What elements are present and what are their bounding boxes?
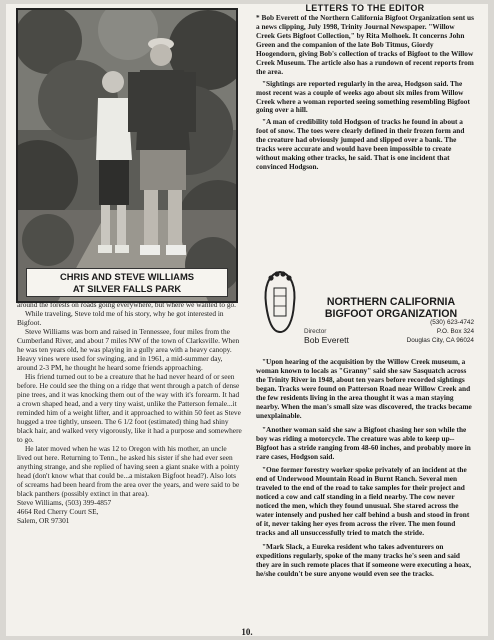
paragraph: around the forests on roads going everywhere, but where we wanted to go. [17,300,237,309]
paragraph: "Sightings are reported regularly in the area, Hodgson said. The most recent was a couple of weeks ago about six miles from Willow Creek where a woman reported seeing something resembling Bigfoot going over a hill. [256,78,470,115]
article-right-column-continued [256,358,474,584]
article-left-column [17,300,243,525]
address-line: Steve Williams, (503) 399-4857 [17,498,112,508]
letters-to-editor-section [256,4,474,175]
org-letterhead [256,262,474,358]
paragraph: Steve Williams was born and raised in Tennessee, four miles from the Cumberland River, and about 7 miles NW of the town of Clarksville. When he was ten years old, he was playing in a gully area with a heavy canopy. Heavy vines were used for swinging, and in 1961, a mid-summer day, around 2-3 PM, he thought he heard some friends approaching. [17,327,240,373]
caption-line-2: AT SILVER FALLS PARK [72,282,182,294]
org-name [311,296,471,320]
paragraph: He later moved when he was 12 to Oregon with his mother, an uncle lived out here. Returning to Tenn., he asked his sister if she had ever seen anything strange, and she replied of having seen a giant snake with a pointy head (don't know what that could be...a mistaken Bigfoot head?). Also lots of screams had been heard from the area over the years, and were said to be black panthers (possibly extinct in that area). [17,444,240,499]
bigfoot-footprint-logo-icon [260,266,300,336]
section-title: LETTERS TO THE EDITOR [305,3,425,13]
photo-caption [26,268,228,297]
address-line: 4664 Red Cherry Court SE, [17,507,99,517]
paragraph: "A man of credibility told Hodgson of tracks he found in about a foot of snow. The toes were clearly defined in their frozen form and the creature had obviously jumped and slipped over a bank. The tracks were accurate and would have been impossible to create without making other tracks, he said. That is one incident that convinced Hodgson. [256,117,465,172]
org-contact [406,319,474,345]
caption-line-1: CHRIS AND STEVE WILLIAMS [59,271,195,282]
area-code: (530) [430,319,445,326]
photo-chris-and-steve-williams [16,8,238,303]
paragraph: His friend turned out to be a creature that he had never heard of or seen before. He could see the thing on a ridge that went through a patch of dense pine trees, and it was knocking them out of the way with it's forearm. It had a crown shaped head, and a very tiny waist, unlike the Patterson female...it reminded him of a weight lifter, and it approached to within 50 feet as Steve hugged a tree tightly, unseen. The 6 1/2 foot (estimated) thing had shiny black hair, and walked very vigorously, like it had a purpose and somewhere to go. [17,372,242,445]
forest-photo-image [18,10,236,301]
page-number: 10. [241,627,253,637]
org-name-line-2: BIGFOOT ORGANIZATION [324,308,458,320]
phone-line [406,319,474,328]
director-label: Director [304,328,327,335]
paragraph: "Upon hearing of the acquisition by the Willow Creek museum, a woman known to locals as "Granny" said she saw Sasquatch across the Trinity River in 1948, about ten years before recorded sightings began. Tracks were found on Patterson Road near Willow Creek and the few residents living in the area thought it was a man staying nearby. When the man's small size was discovered, the tracks became unexplainable. [256,357,472,420]
city-state-zip: Douglas City, CA 96024 [406,336,474,344]
po-box: P.O. Box 324 [436,327,474,335]
phone-number: 623-4742 [446,319,474,326]
paragraph: "Mark Slack, a Eureka resident who takes adventurers on expeditions regularly, spoke of the many tracks he's seen and said they are in such remote places that if someone were executing a hoax, he/she couldn't be sure anyone would even see the tracks. [256,542,472,578]
director-name: Bob Everett [304,335,349,345]
paragraph: "Another woman said she saw a Bigfoot chasing her son while the boy was riding a motorcycle. The creature was able to keep up--Bigfoot has a stride ranging from 48-60 inches, and probably more in rare cases, Hodgson said. [256,424,471,461]
paragraph: * Bob Everett of the Northern California Bigfoot Organization sent us a news clipping, July 1998, Trinity Journal Newspaper. "Willow Creek Gets Bigfoot Collection," by Rita Molhoek. It concerns John Green and the companion of the late Bob Titmus, Giordy Hoogendorn, giving Bob's collection of tracks of Bigfoot to the Willow Creek Museum. The article also has a rundown of recent reports from the area. [256,12,474,76]
address-line: Salem, OR 97301 [17,516,70,526]
paragraph: "One former forestry worker spoke privately of an incident at the end of Underwood Mountain Road in Burnt Ranch. Several men traveled to the end of the road to take samples for their project and noticed a cow and calf standing in a field nearby. The cow never noticed the men, which they found unusual. She stared across the water intensely and pushed her calf behind a bush and stood in front of it, never taking her eyes from across the river. The men found tracks and all unsuccessfully tried to match the stride. [256,465,470,538]
paragraph: While traveling, Steve told me of his story, why he got interested in Bigfoot. [17,309,224,328]
org-name-line-1: NORTHERN CALIFORNIA [326,296,456,308]
